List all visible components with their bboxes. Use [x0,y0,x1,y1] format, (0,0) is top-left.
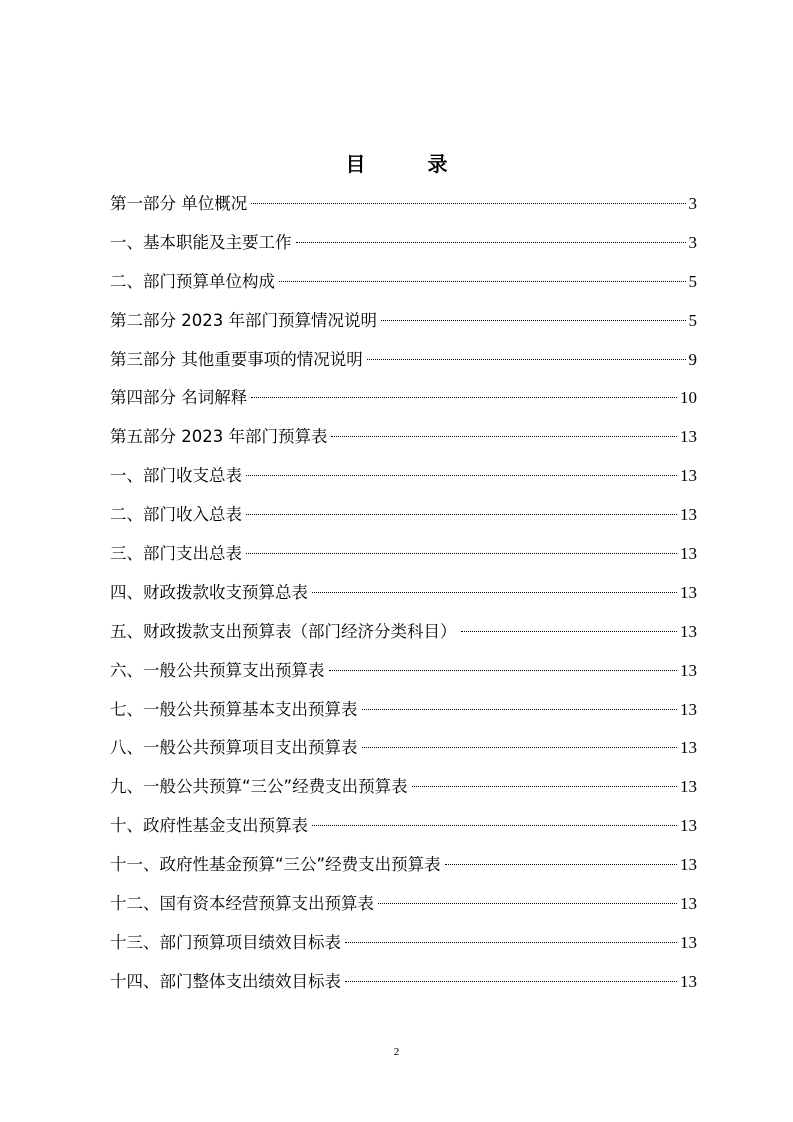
toc-entry-label: 九、一般公共预算“三公”经费支出预算表 [110,777,408,797]
toc-entry-page: 9 [688,349,697,369]
toc-entry-page: 5 [688,271,697,291]
toc-entry-label: 第三部分 其他重要事项的情况说明 [110,349,363,369]
dot-leader [362,709,678,710]
dot-leader [445,864,677,865]
toc-entry-label: 十四、部门整体支出绩效目标表 [110,971,341,991]
toc-entry-page: 13 [680,855,697,875]
toc-entry-label: 二、部门收入总表 [110,505,242,525]
dot-leader [367,359,686,360]
dot-leader [329,670,678,671]
toc-entry-label: 十三、部门预算项目绩效目标表 [110,932,341,952]
toc-entry[interactable] [110,812,697,851]
dot-leader [251,203,685,204]
toc-entry-page: 13 [680,894,697,914]
toc-entry[interactable] [110,462,697,501]
toc-entry-label: 十、政府性基金支出预算表 [110,816,308,836]
dot-leader [246,514,677,515]
toc-entry[interactable] [110,657,697,696]
toc-entry-label: 第一部分 单位概况 [110,194,248,213]
toc-entry-page: 13 [680,660,697,680]
toc-title [0,148,793,177]
toc-entry-label: 六、一般公共预算支出预算表 [110,660,325,680]
toc-entry-label: 一、部门收支总表 [110,466,242,486]
dot-leader [246,475,677,476]
toc-entry-page: 5 [688,310,697,330]
toc-entry[interactable] [110,773,697,812]
dot-leader [345,942,677,943]
toc-entry-label: 第四部分 名词解释 [110,388,248,408]
dot-leader [312,825,677,826]
toc-entry[interactable] [110,229,697,268]
toc-entry-page: 3 [688,194,697,213]
dot-leader [279,281,686,282]
toc-entry-label: 三、部门支出总表 [110,544,242,564]
toc-entry-page: 13 [680,544,697,564]
dot-leader [296,242,686,243]
toc-entry[interactable] [110,540,697,579]
toc-entry-page: 13 [680,427,697,447]
toc-entry-page: 13 [680,738,697,758]
toc-entry-page: 3 [688,232,697,252]
toc-entry[interactable] [110,851,697,890]
toc-entry[interactable] [110,423,697,462]
toc-entry-label: 第二部分 2023 年部门预算情况说明 [110,310,377,330]
toc-entry[interactable] [110,890,697,929]
toc-entry[interactable] [110,579,697,618]
toc-entry[interactable] [110,618,697,657]
toc-entry[interactable] [110,190,697,229]
toc-entry-page: 13 [680,582,697,602]
table-of-contents [110,190,697,1007]
toc-entry[interactable] [110,307,697,346]
dot-leader [362,747,678,748]
toc-entry-page: 10 [680,388,697,408]
toc-entry[interactable] [110,929,697,968]
toc-title-part1: 目 [345,152,366,176]
toc-entry-label: 十二、国有资本经营预算支出预算表 [110,894,374,914]
dot-leader [251,397,677,398]
toc-entry-label: 二、部门预算单位构成 [110,271,275,291]
toc-entry[interactable] [110,968,697,1007]
dot-leader [378,903,677,904]
toc-entry-page: 13 [680,621,697,641]
dot-leader [345,981,677,982]
toc-entry-page: 13 [680,505,697,525]
toc-entry[interactable] [110,734,697,773]
dot-leader [381,320,686,321]
toc-entry-page: 13 [680,932,697,952]
dot-leader [331,436,677,437]
toc-entry-page: 13 [680,816,697,836]
toc-entry[interactable] [110,696,697,735]
dot-leader [412,786,677,787]
toc-entry-label: 七、一般公共预算基本支出预算表 [110,699,358,719]
dot-leader [461,631,678,632]
toc-entry-label: 第五部分 2023 年部门预算表 [110,427,328,447]
page-number: 2 [393,1046,400,1058]
toc-entry-page: 13 [680,777,697,797]
toc-entry-page: 13 [680,699,697,719]
dot-leader [312,592,677,593]
toc-entry-page: 13 [680,971,697,991]
toc-entry-label: 八、一般公共预算项目支出预算表 [110,738,358,758]
toc-title-part2: 录 [427,152,448,176]
toc-entry[interactable] [110,268,697,307]
toc-entry-page: 13 [680,466,697,486]
toc-entry[interactable] [110,346,697,385]
toc-entry-label: 一、基本职能及主要工作 [110,232,292,252]
toc-entry[interactable] [110,384,697,423]
toc-entry-label: 十一、政府性基金预算“三公”经费支出预算表 [110,855,441,875]
toc-entry-label: 五、财政拨款支出预算表（部门经济分类科目） [110,621,457,641]
dot-leader [246,553,677,554]
toc-entry[interactable] [110,501,697,540]
toc-entry-label: 四、财政拨款收支预算总表 [110,582,308,602]
